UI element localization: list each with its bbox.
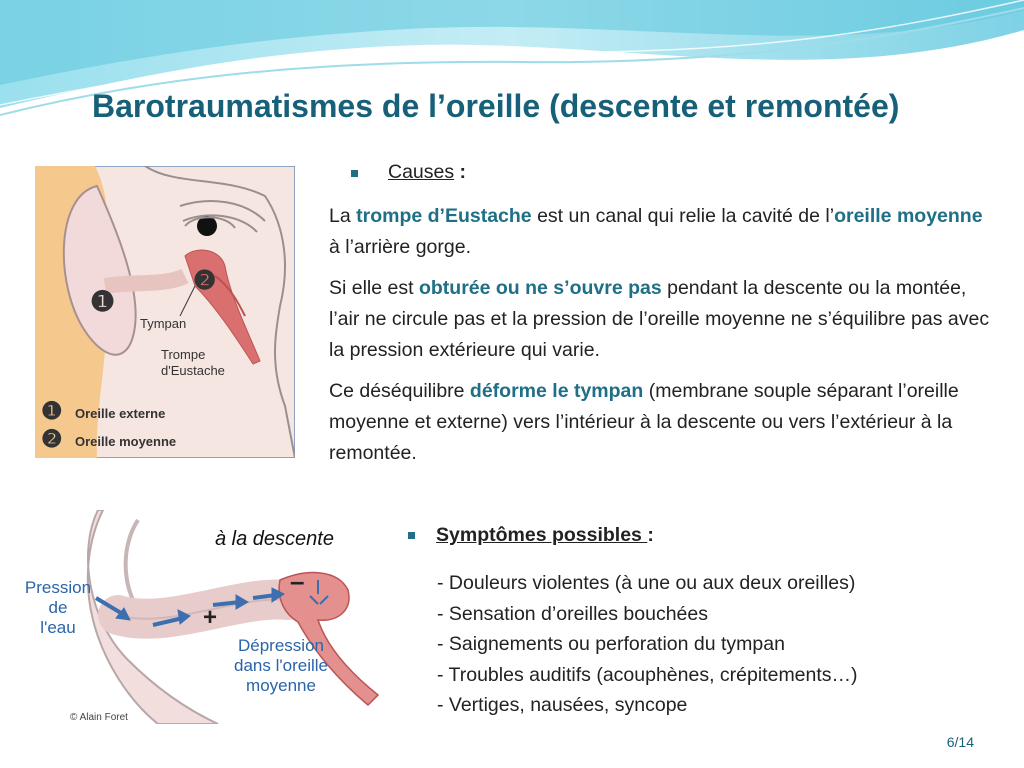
- causes-paragraph-1: [329, 201, 994, 263]
- p2-text-1: Si elle est: [329, 277, 419, 299]
- symptoms-heading: [436, 524, 654, 547]
- slide-title: Barotraumatismes de l’oreille (descente et remontée): [92, 88, 900, 124]
- trompe-label-line1: Trompe: [161, 347, 206, 362]
- symptom-item: - Troubles auditifs (acouphènes, crépitements…): [437, 663, 858, 686]
- causes-heading-label: Causes: [388, 161, 455, 183]
- symptoms-heading-label: Symptômes possibles: [436, 524, 648, 546]
- depression-label-3: moyenne: [246, 676, 316, 695]
- symptoms-bullet: [408, 532, 415, 539]
- p2-text-2: pendant la descente ou la montée, l’air ne circule pas et la pression de l’oreille moyenne ne s’équilibre pas avec la pression extérieure qui varie.: [329, 277, 990, 361]
- legend-oreille-externe: Oreille externe: [75, 406, 166, 421]
- plus-sign: +: [203, 604, 218, 631]
- symptom-item: - Sensation d’oreilles bouchées: [437, 602, 709, 625]
- p1-text-1: La: [329, 205, 357, 227]
- p3-text-2: (membrane souple séparant l’oreille moyenne et externe) vers l’intérieur à la descente ou vers l’extérieur à la remontée.: [329, 380, 959, 464]
- depression-label-1: Dépression: [238, 636, 324, 655]
- page-number: 6/14: [946, 734, 974, 750]
- p2-bold-obturee: obturée ou ne s’ouvre pas: [418, 277, 662, 299]
- legend-oreille-moyenne: Oreille moyenne: [75, 434, 177, 449]
- pression-label-2: de: [48, 598, 68, 617]
- pression-label-3: l'eau: [40, 618, 76, 637]
- p1-bold-oreille-moyenne: oreille moyenne: [834, 205, 983, 227]
- causes-heading-suffix: :: [454, 161, 467, 183]
- marker-1-on-diagram: ❶: [90, 286, 116, 317]
- descent-caption: à la descente: [215, 528, 334, 550]
- legend-marker-1: ❶: [41, 398, 63, 425]
- minus-sign: –: [290, 566, 305, 596]
- symptoms-list: [437, 568, 997, 721]
- causes-paragraph-3: [329, 376, 994, 469]
- pression-label-1: Pression: [24, 578, 92, 597]
- causes-bullet: [351, 170, 358, 177]
- trompe-label-line2: d'Eustache: [161, 363, 225, 378]
- depression-label-2: dans l'oreille: [234, 656, 328, 675]
- p1-bold-trompe: trompe d’Eustache: [356, 205, 532, 227]
- p3-text-1: Ce déséquilibre: [329, 380, 470, 402]
- symptom-item: - Douleurs violentes (à une ou aux deux oreilles): [437, 572, 856, 594]
- causes-paragraph-2: [329, 273, 994, 366]
- credit-label: © Alain Foret: [70, 712, 128, 723]
- tympan-label: Tympan: [140, 316, 187, 331]
- causes-heading: [388, 161, 466, 184]
- descent-illustration: [18, 510, 402, 724]
- ear-anatomy-illustration: [35, 166, 295, 458]
- causes-text: [329, 201, 994, 469]
- legend-marker-2: ❷: [41, 426, 63, 453]
- p1-text-3: à l’arrière gorge.: [329, 236, 471, 258]
- symptom-item: - Saignements ou perforation du tympan: [437, 633, 785, 655]
- p1-text-2: est un canal qui relie la cavité de l’: [531, 205, 835, 227]
- symptoms-heading-suffix: :: [647, 524, 654, 546]
- symptom-item: - Vertiges, nausées, syncope: [437, 694, 688, 716]
- marker-2-on-diagram: ❷: [193, 265, 217, 295]
- p3-bold-deforme: déforme le tympan: [469, 380, 644, 402]
